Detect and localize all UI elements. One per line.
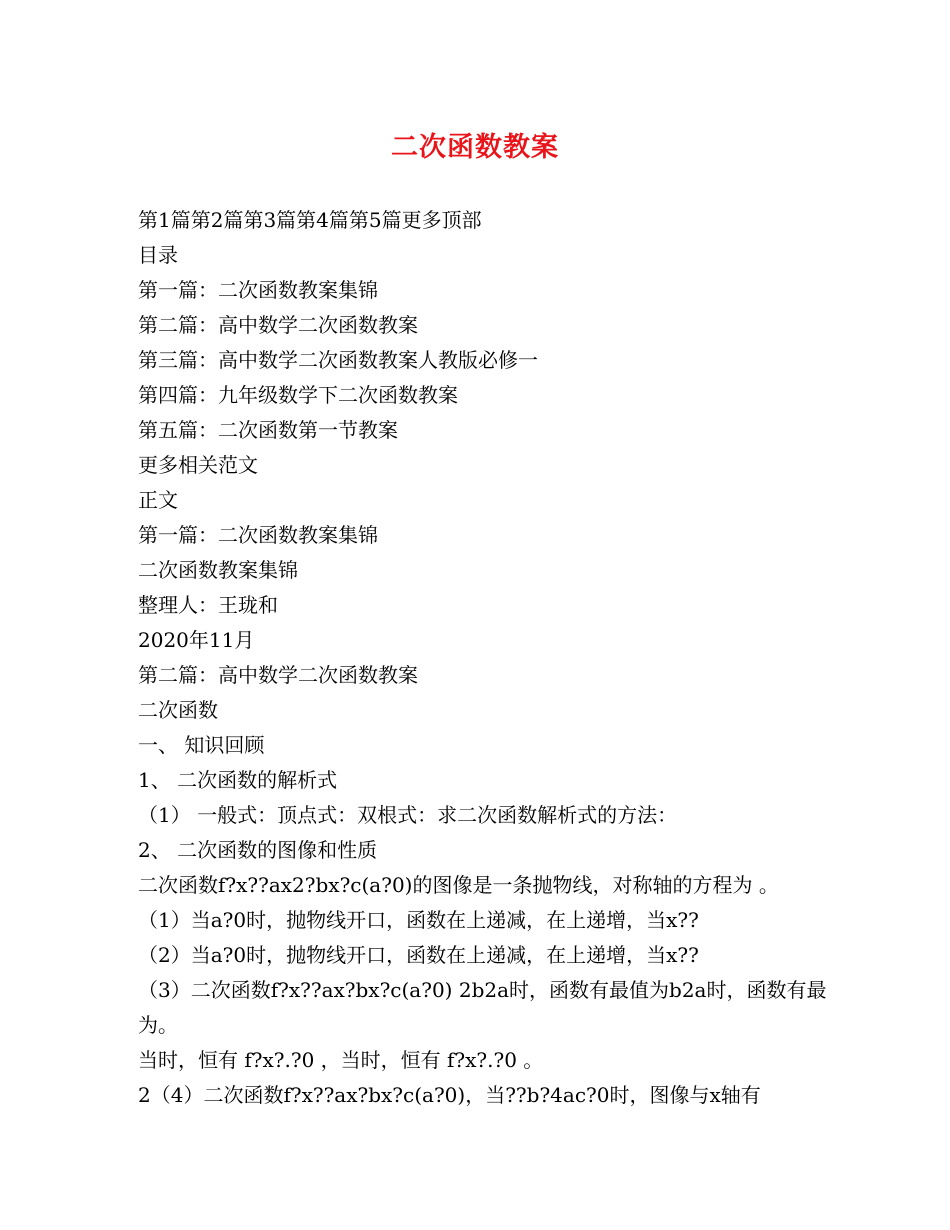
text-line: 目录 bbox=[138, 243, 178, 267]
text-line: 第二篇：高中数学二次函数教案 bbox=[138, 313, 418, 337]
text-line: 二次函数f?x??ax2?bx?c(a?0)的图像是一条抛物线，对称轴的方程为 。 bbox=[138, 873, 779, 897]
text-line: 第四篇：九年级数学下二次函数教案 bbox=[138, 383, 458, 407]
text-line: （1） 一般式：顶点式：双根式：求二次函数解析式的方法： bbox=[138, 803, 678, 827]
text-line: 第三篇：高中数学二次函数教案人教版必修一 bbox=[138, 348, 538, 372]
text-line: （3）二次函数f?x??ax?bx?c(a?0) 2b2a时，函数有最值为b2a时，函数有最为。 bbox=[138, 978, 827, 1037]
text-line: 第一篇：二次函数教案集锦 bbox=[138, 523, 378, 547]
text-line: 第五篇：二次函数第一节教案 bbox=[138, 418, 398, 442]
text-line: （2）当a?0时，抛物线开口，函数在上递减，在上递增，当x?? bbox=[138, 943, 699, 967]
text-line: 第二篇：高中数学二次函数教案 bbox=[138, 663, 418, 687]
text-line: 正文 bbox=[138, 488, 178, 512]
text-line: 一、 知识回顾 bbox=[138, 733, 265, 757]
text-line: 二次函数教案集锦 bbox=[138, 558, 298, 582]
text-line: （1）当a?0时，抛物线开口，函数在上递减，在上递增，当x?? bbox=[138, 908, 699, 932]
text-line: 2020年11月 bbox=[138, 628, 255, 652]
text-line: 2（4）二次函数f?x??ax?bx?c(a?0)，当??b?4ac?0时，图像与x轴有 bbox=[138, 1083, 761, 1107]
text-line: 第一篇：二次函数教案集锦 bbox=[138, 278, 378, 302]
text-line: 第1篇第2篇第3篇第4篇第5篇更多顶部 bbox=[138, 208, 482, 232]
text-line: 1、 二次函数的解析式 bbox=[138, 768, 338, 792]
text-line: 更多相关范文 bbox=[138, 453, 258, 477]
text-line: 当时，恒有 f?x?.?0 ，当时，恒有 f?x?.?0 。 bbox=[138, 1048, 544, 1072]
document-title: 二次函数教案 bbox=[391, 132, 559, 163]
document-body bbox=[138, 203, 828, 1113]
text-line: 二次函数 bbox=[138, 698, 218, 722]
text-line: 2、 二次函数的图像和性质 bbox=[138, 838, 378, 862]
text-line: 整理人：王珑和 bbox=[138, 593, 278, 617]
